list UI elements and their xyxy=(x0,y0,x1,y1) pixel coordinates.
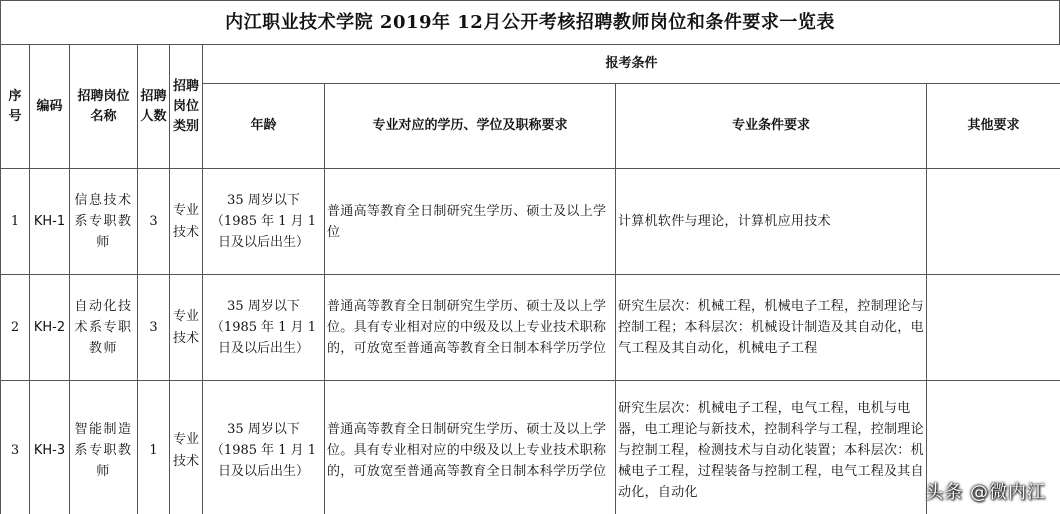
header-conditions: 报考条件 xyxy=(203,45,1060,84)
table-row xyxy=(1,381,1060,514)
age-line-2: （1985 年 1 月 1 xyxy=(210,214,317,229)
age-line-3: 日及以后出生） xyxy=(217,464,309,479)
age-line-1: 35 周岁以下 xyxy=(227,422,300,437)
cell-seq: 3 xyxy=(1,381,30,514)
cell-other xyxy=(927,169,1060,275)
header-other: 其他要求 xyxy=(927,84,1060,169)
table-row xyxy=(1,275,1060,381)
header-seq: 序号 xyxy=(1,45,30,169)
header-code: 编码 xyxy=(30,45,70,169)
cell-age xyxy=(203,169,325,275)
header-row-top xyxy=(1,45,1060,84)
cell-seq: 1 xyxy=(1,169,30,275)
cell-category: 专业技术 xyxy=(170,169,203,275)
cell-count: 3 xyxy=(138,169,170,275)
cell-category: 专业技术 xyxy=(170,381,203,514)
cell-code: KH-2 xyxy=(30,275,70,381)
header-post-name: 招聘岗位名称 xyxy=(70,45,138,169)
cell-seq: 2 xyxy=(1,275,30,381)
cell-code: KH-3 xyxy=(30,381,70,514)
cell-count: 3 xyxy=(138,275,170,381)
cell-major: 计算机软件与理论，计算机应用技术 xyxy=(616,169,927,275)
cell-education: 普通高等教育全日制研究生学历、硕士及以上学位。具有专业相对应的中级及以上专业技术职称的，可放宽至普通高等教育全日制本科学历学位 xyxy=(325,275,616,381)
header-education: 专业对应的学历、学位及职称要求 xyxy=(325,84,616,169)
age-line-2: （1985 年 1 月 1 xyxy=(210,320,317,335)
watermark-text: 头条 @微内江 xyxy=(925,482,1046,503)
cell-education: 普通高等教育全日制研究生学历、硕士及以上学位 xyxy=(325,169,616,275)
cell-other xyxy=(927,275,1060,381)
table-row xyxy=(1,169,1060,275)
age-line-3: 日及以后出生） xyxy=(217,341,309,356)
cell-major: 研究生层次：机械电子工程，电气工程，电机与电器，电工理论与新技术，控制科学与工程，控制理论与控制工程，检测技术与自动化装置；本科层次：机械电子工程，过程装备与控制工程，电气工程及其自动化，自动化 xyxy=(616,381,927,514)
header-category: 招聘岗位类别 xyxy=(170,45,203,169)
age-line-1: 35 周岁以下 xyxy=(227,299,300,314)
sheet-title: 内江职业技术学院 2019年 12月公开考核招聘教师岗位和条件要求一览表 xyxy=(0,0,1060,44)
cell-major: 研究生层次：机械工程，机械电子工程，控制理论与控制工程；本科层次：机械设计制造及其自动化，电气工程及其自动化，机械电子工程 xyxy=(616,275,927,381)
age-line-3: 日及以后出生） xyxy=(217,235,309,250)
cell-post-name: 信息技术系专职教师 xyxy=(70,169,138,275)
header-age: 年龄 xyxy=(203,84,325,169)
cell-post-name: 自动化技术系专职教师 xyxy=(70,275,138,381)
cell-age xyxy=(203,381,325,514)
header-count: 招聘人数 xyxy=(138,45,170,169)
header-major: 专业条件要求 xyxy=(616,84,927,169)
cell-education: 普通高等教育全日制研究生学历、硕士及以上学位。具有专业相对应的中级及以上专业技术职称的，可放宽至普通高等教育全日制本科学历学位 xyxy=(325,381,616,514)
age-line-2: （1985 年 1 月 1 xyxy=(210,443,317,458)
cell-code: KH-1 xyxy=(30,169,70,275)
cell-category: 专业技术 xyxy=(170,275,203,381)
cell-post-name: 智能制造系专职教师 xyxy=(70,381,138,514)
cell-age xyxy=(203,275,325,381)
cell-count: 1 xyxy=(138,381,170,514)
recruitment-table xyxy=(0,44,1060,514)
age-line-1: 35 周岁以下 xyxy=(227,193,300,208)
